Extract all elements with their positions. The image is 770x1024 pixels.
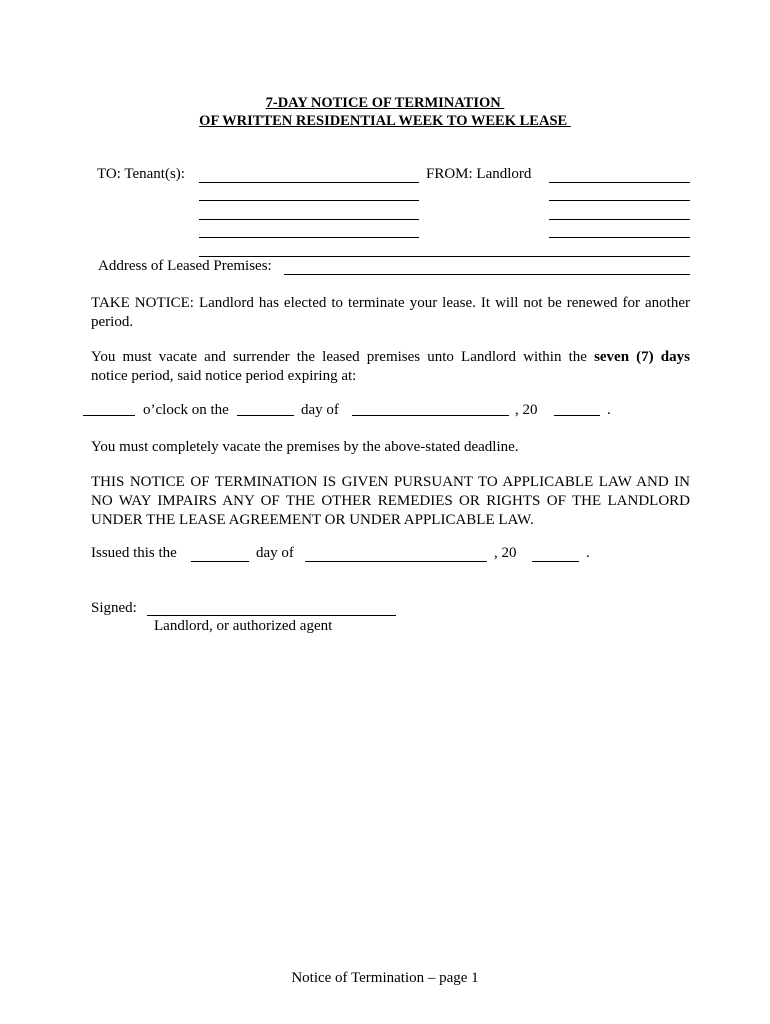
tenant-name-line-3[interactable]: [199, 219, 419, 220]
expiry-year-prefix: , 20: [515, 402, 538, 418]
expiry-hour-line[interactable]: [83, 415, 135, 416]
page-footer: Notice of Termination – page 1: [291, 970, 479, 986]
issued-day-of-label: day of: [256, 545, 294, 561]
to-tenants-label: TO: Tenant(s):: [97, 166, 185, 182]
take-notice-paragraph: TAKE NOTICE: Landlord has elected to terminate your lease. It will not be renewed for another period.: [91, 295, 690, 330]
expiry-period: .: [607, 402, 611, 418]
signed-label: Signed:: [91, 600, 137, 616]
signature-line[interactable]: [147, 615, 396, 616]
address-line[interactable]: [284, 274, 690, 275]
expiry-year-line[interactable]: [554, 415, 600, 416]
issued-year-line[interactable]: [532, 561, 579, 562]
landlord-name-line-2[interactable]: [549, 200, 690, 201]
vacate-paragraph-line-2: notice period, said notice period expiring at:: [91, 368, 357, 384]
landlord-name-line-4[interactable]: [549, 237, 690, 238]
seven-days-bold: seven (7) days: [594, 349, 690, 365]
tenant-name-line-2[interactable]: [199, 200, 419, 201]
tenant-name-line-1[interactable]: [199, 182, 419, 183]
landlord-name-line-3[interactable]: [549, 219, 690, 220]
issued-month-line[interactable]: [305, 561, 487, 562]
issued-period: .: [586, 545, 590, 561]
tenant-name-line-4[interactable]: [199, 237, 419, 238]
completely-vacate-paragraph: You must completely vacate the premises by the above-stated deadline.: [91, 439, 519, 455]
signature-role-label: Landlord, or authorized agent: [154, 618, 333, 634]
expiry-day-line[interactable]: [237, 415, 294, 416]
tenant-landlord-separator-line[interactable]: [199, 256, 690, 257]
vacate-paragraph-line-1: [91, 348, 690, 367]
address-label: Address of Leased Premises:: [98, 258, 272, 274]
landlord-name-line-1[interactable]: [549, 182, 690, 183]
vacate-prefix: You must vacate and surrender the leased premises unto Landlord within the: [91, 349, 595, 365]
oclock-label: o’clock on the: [143, 402, 229, 418]
issued-label: Issued this the: [91, 545, 177, 561]
issued-year-prefix: , 20: [494, 545, 517, 561]
title-line-2: OF WRITTEN RESIDENTIAL WEEK TO WEEK LEASE: [199, 113, 571, 129]
expiry-day-of-label: day of: [301, 402, 339, 418]
from-landlord-label: FROM: Landlord: [426, 166, 532, 182]
expiry-month-line[interactable]: [352, 415, 509, 416]
legal-notice-paragraph: THIS NOTICE OF TERMINATION IS GIVEN PURSUANT TO APPLICABLE LAW AND IN NO WAY IMPAIRS ANY OF THE OTHER REMEDIES OR RIGHTS OF THE LANDLORD UNDER THE LEASE AGREEMENT OR UNDER APPLICABLE LAW.: [91, 474, 690, 528]
issued-day-line[interactable]: [191, 561, 249, 562]
title-line-1: 7-DAY NOTICE OF TERMINATION: [265, 95, 505, 111]
